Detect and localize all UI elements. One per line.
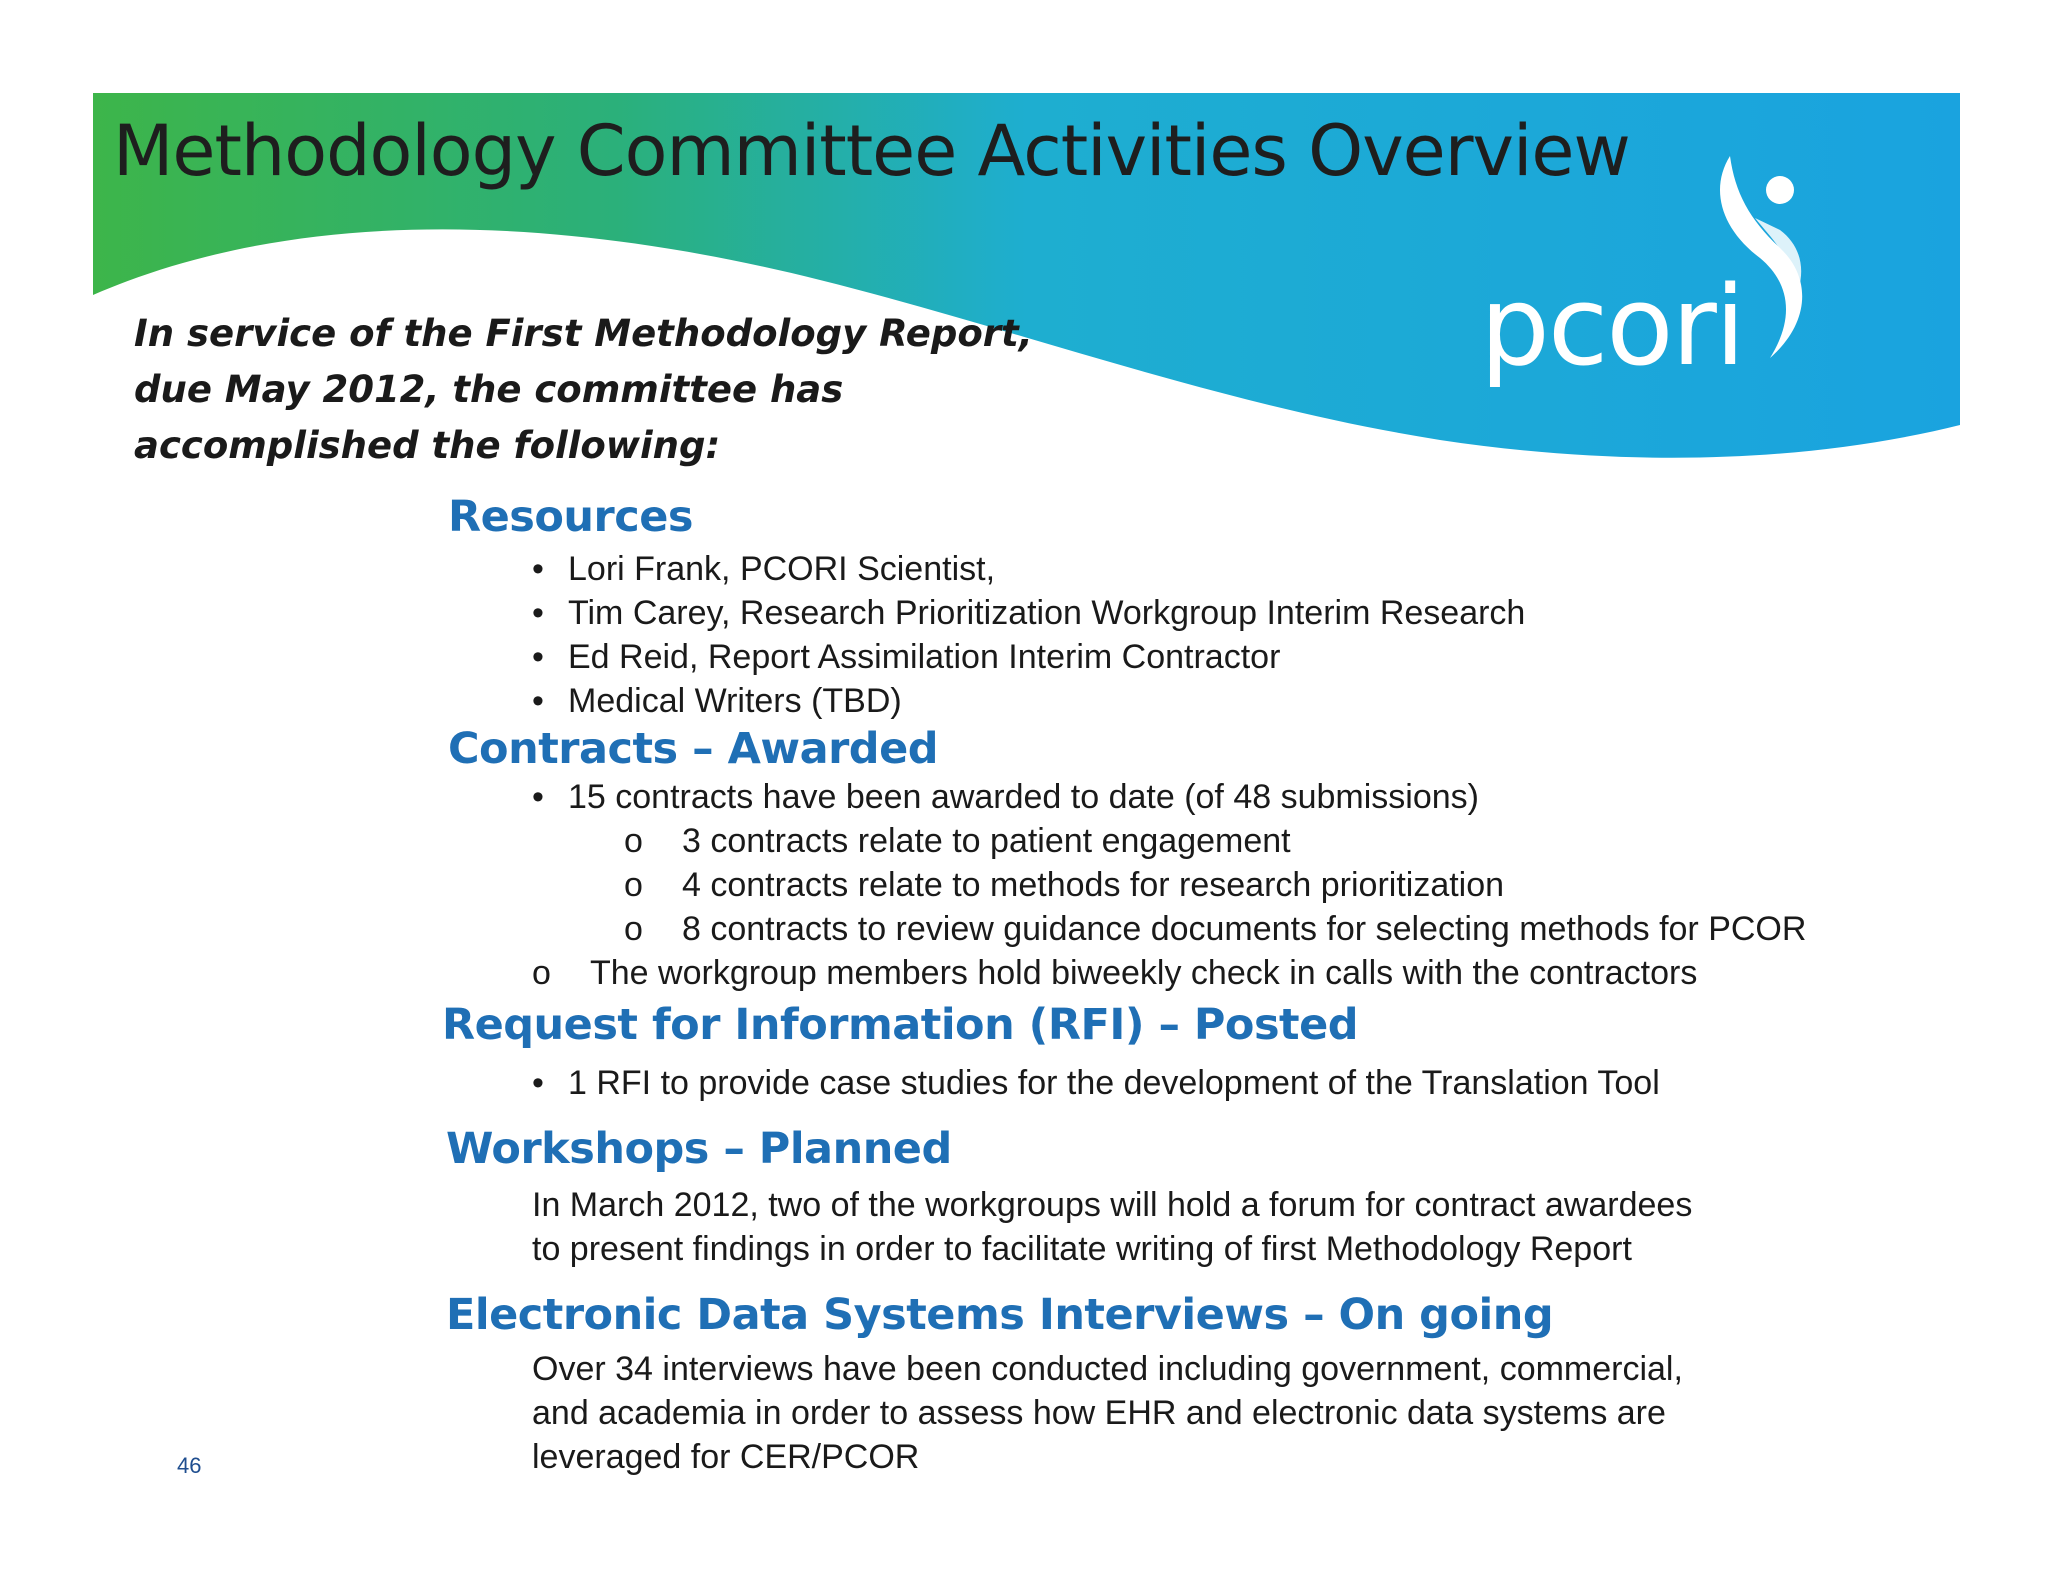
slide-title: Methodology Committee Activities Overview <box>113 110 1630 192</box>
sub-bullet-text: 8 contracts to review guidance documents for selecting methods for PCOR <box>682 910 1807 948</box>
bullet-marker: • <box>532 550 544 588</box>
sub-bullet-item <box>624 822 1291 861</box>
sub-bullet-marker: o <box>624 822 643 860</box>
bullet-marker: • <box>532 594 544 632</box>
bullet-marker: • <box>532 1064 544 1102</box>
bullet-text: Lori Frank, PCORI Scientist, <box>568 550 996 588</box>
bullet-item <box>532 594 1525 633</box>
intro-line: In service of the First Methodology Report, <box>134 312 1033 355</box>
sub-bullet-text: 3 contracts relate to patient engagement <box>682 822 1291 860</box>
sub-bullet-item <box>624 910 1806 949</box>
sub-bullet-text: The workgroup members hold biweekly check in calls with the contractors <box>590 954 1698 992</box>
eds-line: Over 34 interviews have been conducted including government, commercial, <box>532 1350 1683 1388</box>
pcori-figure-icon <box>1700 148 1830 368</box>
sub-bullet-item <box>532 954 1697 993</box>
bullet-item <box>532 638 1280 677</box>
workshops-line: to present findings in order to facilitate writing of first Methodology Report <box>532 1230 1632 1268</box>
heading-rfi: Request for Information (RFI) – Posted <box>442 1000 1359 1050</box>
heading-contracts: Contracts – Awarded <box>448 724 939 774</box>
bullet-text: Ed Reid, Report Assimilation Interim Contractor <box>568 638 1281 676</box>
heading-resources: Resources <box>448 492 693 542</box>
eds-line: and academia in order to assess how EHR and electronic data systems are <box>532 1394 1666 1432</box>
bullet-text: Tim Carey, Research Prioritization Workgroup Interim Research <box>568 594 1526 632</box>
sub-bullet-text: 4 contracts relate to methods for research prioritization <box>682 866 1505 904</box>
bullet-marker: • <box>532 682 544 720</box>
sub-bullet-item <box>624 866 1504 905</box>
heading-workshops: Workshops – Planned <box>446 1124 952 1174</box>
bullet-item <box>532 682 902 721</box>
bullet-marker: • <box>532 778 544 816</box>
bullet-marker: • <box>532 638 544 676</box>
intro-text <box>134 306 1034 474</box>
eds-line: leveraged for CER/PCOR <box>532 1438 920 1476</box>
bullet-text: 1 RFI to provide case studies for the development of the Translation Tool <box>568 1064 1660 1102</box>
sub-bullet-marker: o <box>624 910 643 948</box>
page-number: 46 <box>177 1453 202 1478</box>
bullet-item <box>532 1064 1660 1103</box>
pcori-logo: pcori <box>1480 262 1744 390</box>
bullet-text: 15 contracts have been awarded to date (of 48 submissions) <box>568 778 1479 816</box>
bullet-text: Medical Writers (TBD) <box>568 682 902 720</box>
sub-bullet-marker: o <box>624 866 643 904</box>
sub-bullet-marker: o <box>532 954 551 992</box>
heading-eds: Electronic Data Systems Interviews – On going <box>446 1290 1554 1340</box>
bullet-item <box>532 778 1479 817</box>
intro-line: due May 2012, the committee has <box>134 368 844 411</box>
workshops-line: In March 2012, two of the workgroups will hold a forum for contract awardees <box>532 1186 1693 1224</box>
bullet-item <box>532 550 995 589</box>
intro-line: accomplished the following: <box>134 424 721 467</box>
